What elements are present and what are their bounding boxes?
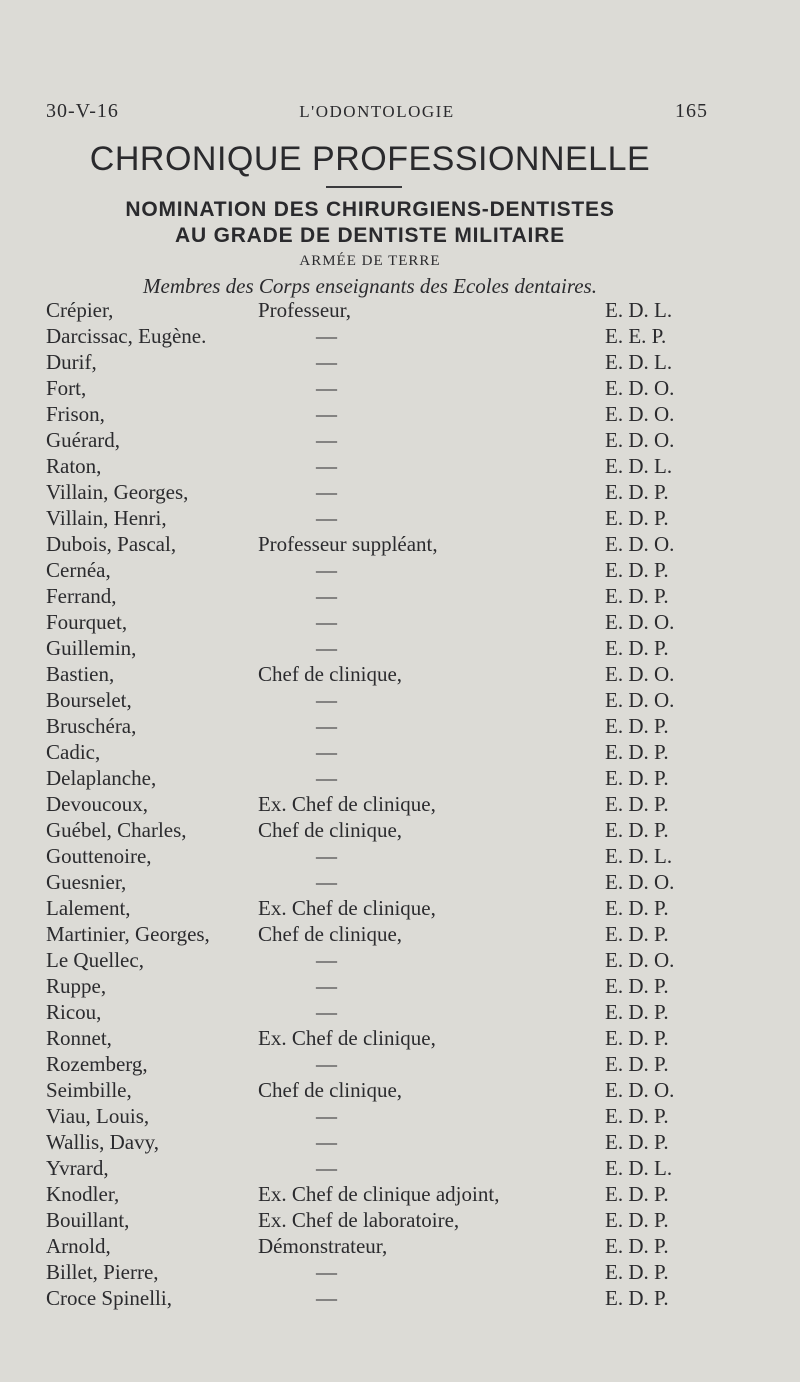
roster-row xyxy=(46,947,800,973)
school-code: E. D. P. xyxy=(605,1130,669,1154)
member-role: — xyxy=(316,1104,337,1128)
section-heading: ARMÉE DE TERRE xyxy=(299,253,441,269)
page-title: CHRONIQUE PROFESSIONNELLE xyxy=(89,140,651,178)
member-name: Billet, Pierre, xyxy=(46,1260,159,1284)
school-code: E. D. P. xyxy=(605,1104,669,1128)
roster-row xyxy=(46,375,800,401)
roster-row xyxy=(46,895,800,921)
member-name: Cernéa, xyxy=(46,558,111,582)
member-name: Ronnet, xyxy=(46,1026,112,1050)
school-code: E. D. P. xyxy=(605,1260,669,1284)
school-code: E. D. L. xyxy=(605,844,673,868)
member-role: — xyxy=(316,584,337,608)
roster-row xyxy=(46,1077,800,1103)
school-code: E. D. O. xyxy=(605,688,675,712)
school-code: E. D. L. xyxy=(605,298,673,322)
roster-row xyxy=(46,921,800,947)
member-role: — xyxy=(316,1286,337,1310)
member-role: — xyxy=(316,844,337,868)
member-name: Bruschéra, xyxy=(46,714,137,738)
member-name: Lalement, xyxy=(46,896,131,920)
school-code: E. D. P. xyxy=(605,1182,669,1206)
member-name: Durif, xyxy=(46,350,97,374)
member-role: — xyxy=(316,402,337,426)
school-code: E. D. P. xyxy=(605,1026,669,1050)
member-name: Bourselet, xyxy=(46,688,132,712)
roster-row xyxy=(46,713,800,739)
roster-row xyxy=(46,1233,800,1259)
member-role: — xyxy=(316,740,337,764)
member-name: Guébel, Charles, xyxy=(46,818,187,842)
member-name: Croce Spinelli, xyxy=(46,1286,172,1310)
member-name: Bastien, xyxy=(46,662,115,686)
member-role: — xyxy=(316,428,337,452)
roster-row xyxy=(46,1207,800,1233)
member-name: Ruppe, xyxy=(46,974,107,998)
roster-row xyxy=(46,1129,800,1155)
member-name: Viau, Louis, xyxy=(46,1104,150,1128)
roster-row xyxy=(46,973,800,999)
school-code: E. D. L. xyxy=(605,350,673,374)
school-code: E. D. P. xyxy=(605,740,669,764)
roster-row xyxy=(46,583,800,609)
member-name: Rozemberg, xyxy=(46,1052,148,1076)
member-name: Ricou, xyxy=(46,1000,102,1024)
school-code: E. D. P. xyxy=(605,506,669,530)
member-name: Guesnier, xyxy=(46,870,127,894)
school-code: E. D. P. xyxy=(605,1000,669,1024)
member-role: — xyxy=(316,870,337,894)
member-role: — xyxy=(316,1260,337,1284)
school-code: E. D. L. xyxy=(605,454,673,478)
member-role: Ex. Chef de clinique, xyxy=(258,896,436,920)
member-name: Frison, xyxy=(46,402,105,426)
member-name: Le Quellec, xyxy=(46,948,144,972)
member-role: — xyxy=(316,1130,337,1154)
member-role: Chef de clinique, xyxy=(258,662,403,686)
subtitle-line-2: AU GRADE DE DENTISTE MILITAIRE xyxy=(175,224,565,247)
roster-row xyxy=(46,869,800,895)
roster-row xyxy=(46,453,800,479)
page-number: 165 xyxy=(675,100,708,122)
member-name: Villain, Henri, xyxy=(46,506,167,530)
member-name: Bouillant, xyxy=(46,1208,130,1232)
roster-row xyxy=(46,739,800,765)
member-role: — xyxy=(316,480,337,504)
school-code: E. D. P. xyxy=(605,896,669,920)
roster-row xyxy=(46,661,800,687)
member-role: — xyxy=(316,506,337,530)
roster-row xyxy=(46,505,800,531)
member-role: — xyxy=(316,636,337,660)
member-name: Cadic, xyxy=(46,740,101,764)
member-name: Villain, Georges, xyxy=(46,480,189,504)
issue-date: 30-V-16 xyxy=(46,100,119,122)
school-code: E. D. P. xyxy=(605,792,669,816)
member-name: Ferrand, xyxy=(46,584,117,608)
member-role: — xyxy=(316,324,337,348)
school-code: E. D. P. xyxy=(605,480,669,504)
member-name: Gouttenoire, xyxy=(46,844,152,868)
member-name: Seimbille, xyxy=(46,1078,132,1102)
roster-row xyxy=(46,479,800,505)
roster-row xyxy=(46,557,800,583)
roster-row xyxy=(46,1051,800,1077)
section-note: Membres des Corps enseignants des Ecoles dentaires. xyxy=(143,274,597,298)
roster-row xyxy=(46,1285,800,1311)
roster-row xyxy=(46,401,800,427)
school-code: E. E. P. xyxy=(605,324,667,348)
member-name: Wallis, Davy, xyxy=(46,1130,160,1154)
school-code: E. D. O. xyxy=(605,948,675,972)
roster-row xyxy=(46,817,800,843)
school-code: E. D. L. xyxy=(605,1156,673,1180)
roster-row xyxy=(46,1025,800,1051)
member-name: Darcissac, Eugène. xyxy=(46,324,207,348)
member-name: Delaplanche, xyxy=(46,766,157,790)
school-code: E. D. P. xyxy=(605,1234,669,1258)
member-role: — xyxy=(316,974,337,998)
member-role: — xyxy=(316,558,337,582)
school-code: E. D. O. xyxy=(605,532,675,556)
school-code: E. D. O. xyxy=(605,428,675,452)
member-role: — xyxy=(316,688,337,712)
subtitle-line-1: NOMINATION DES CHIRURGIENS-DENTISTES xyxy=(125,198,615,221)
member-role: Ex. Chef de laboratoire, xyxy=(258,1208,460,1232)
roster-row xyxy=(46,687,800,713)
member-name: Guérard, xyxy=(46,428,121,452)
school-code: E. D. O. xyxy=(605,610,675,634)
school-code: E. D. P. xyxy=(605,584,669,608)
member-name: Guillemin, xyxy=(46,636,137,660)
member-role: Chef de clinique, xyxy=(258,1078,403,1102)
roster-list xyxy=(46,297,800,1311)
school-code: E. D. P. xyxy=(605,714,669,738)
roster-row xyxy=(46,349,800,375)
school-code: E. D. P. xyxy=(605,1208,669,1232)
member-role: Ex. Chef de clinique, xyxy=(258,792,436,816)
member-role: — xyxy=(316,350,337,374)
member-role: — xyxy=(316,376,337,400)
member-role: — xyxy=(316,1052,337,1076)
school-code: E. D. O. xyxy=(605,662,675,686)
member-name: Fourquet, xyxy=(46,610,128,634)
title-rule xyxy=(326,186,402,188)
school-code: E. D. O. xyxy=(605,376,675,400)
roster-row xyxy=(46,323,800,349)
member-role: Ex. Chef de clinique, xyxy=(258,1026,436,1050)
school-code: E. D. O. xyxy=(605,402,675,426)
school-code: E. D. P. xyxy=(605,636,669,660)
member-role: — xyxy=(316,610,337,634)
member-role: Démonstrateur, xyxy=(258,1234,388,1258)
member-name: Devoucoux, xyxy=(46,792,149,816)
school-code: E. D. P. xyxy=(605,1286,669,1310)
roster-row xyxy=(46,765,800,791)
roster-row xyxy=(46,531,800,557)
roster-row xyxy=(46,791,800,817)
member-name: Yvrard, xyxy=(46,1156,109,1180)
school-code: E. D. P. xyxy=(605,1052,669,1076)
school-code: E. D. P. xyxy=(605,766,669,790)
journal-name: L'ODONTOLOGIE xyxy=(299,102,455,121)
member-name: Arnold, xyxy=(46,1234,111,1258)
roster-row xyxy=(46,1155,800,1181)
member-name: Knodler, xyxy=(46,1182,120,1206)
member-role: Professeur, xyxy=(258,298,352,322)
roster-row xyxy=(46,1181,800,1207)
running-head xyxy=(46,100,708,130)
member-role: — xyxy=(316,454,337,478)
roster-row xyxy=(46,609,800,635)
school-code: E. D. P. xyxy=(605,974,669,998)
member-role: — xyxy=(316,766,337,790)
school-code: E. D. O. xyxy=(605,870,675,894)
member-name: Fort, xyxy=(46,376,87,400)
member-name: Dubois, Pascal, xyxy=(46,532,177,556)
member-name: Martinier, Georges, xyxy=(46,922,210,946)
school-code: E. D. O. xyxy=(605,1078,675,1102)
school-code: E. D. P. xyxy=(605,558,669,582)
school-code: E. D. P. xyxy=(605,922,669,946)
member-role: — xyxy=(316,948,337,972)
member-role: Chef de clinique, xyxy=(258,818,403,842)
member-name: Crépier, xyxy=(46,298,114,322)
member-role: — xyxy=(316,1000,337,1024)
roster-row xyxy=(46,999,800,1025)
roster-row xyxy=(46,427,800,453)
roster-row xyxy=(46,1259,800,1285)
roster-row xyxy=(46,297,800,323)
member-role: — xyxy=(316,714,337,738)
school-code: E. D. P. xyxy=(605,818,669,842)
roster-row xyxy=(46,635,800,661)
member-name: Raton, xyxy=(46,454,102,478)
member-role: — xyxy=(316,1156,337,1180)
member-role: Professeur suppléant, xyxy=(258,532,438,556)
roster-row xyxy=(46,1103,800,1129)
roster-row xyxy=(46,843,800,869)
member-role: Chef de clinique, xyxy=(258,922,403,946)
member-role: Ex. Chef de clinique adjoint, xyxy=(258,1182,500,1206)
